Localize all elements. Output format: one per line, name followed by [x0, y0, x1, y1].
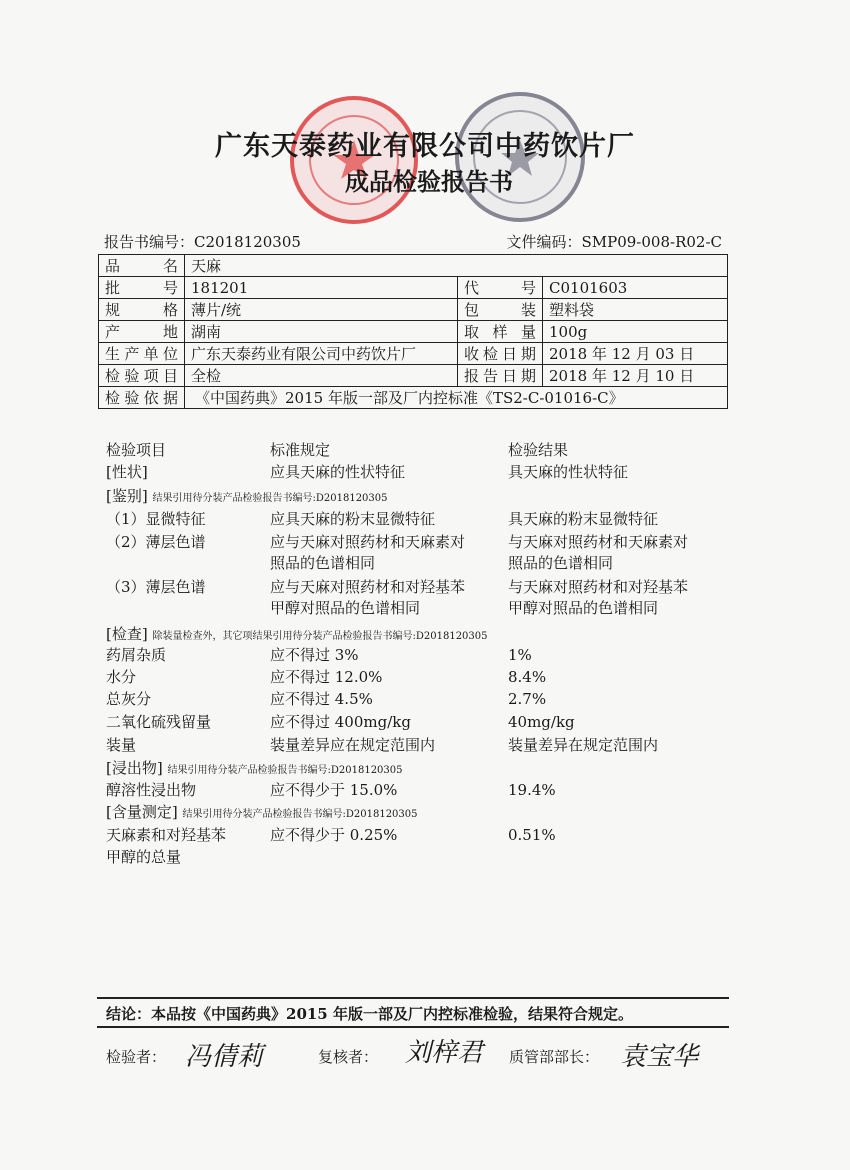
company-title: 广东天泰药业有限公司中药饮片厂 [215, 131, 635, 162]
qa-signature: 袁宝华 [620, 1042, 699, 1072]
identification-header: [鉴别] 结果引用待分装产品检验报告书编号:D2018120305 [106, 487, 388, 505]
report-page: 广东天泰药业有限公司中药饮片厂 成品检验报告书 报告书编号：C2018120305 文件编码：SMP09-008-R02-C 品 名 天麻 批 号 181201 代 号 C0101603 规 格 薄片/统 包 装 塑料袋 产 地 湖南 取 样 量 100g 生产单位 广东天泰药业有限公司中药饮片厂 收检日期 2018 年 12 月 03 日 检验项目 全检 报告日期 2018 年 12 月 10 日 检验依据 《中国药典》2015 年版一部及厂内控标准《TS2-C-01016-C》 检验项目 标准规定 检验结果 [性状] 应具天麻的性状特征 具天麻的性状特征 [鉴别] 结果引用待分装产品检验报告书编号:D2018120305 （1）显微特征 应具天麻的粉末显微特征 具天麻的粉末显微特征 （2）薄层色谱 应与天麻对照药材和天麻素对 照品的色谱相同 与天麻对照药材和天麻素对 照品的色谱相同 （3）薄层色谱 应与天麻对照药材和对羟基苯 甲醇对照品的色谱相同 与天麻对照药材和对羟基苯 甲醇对照品的色谱相同 [检查] 除装量检查外，其它项结果引用待分装产品检验报告书编号:D2018120305 药屑杂质 应不得过 3% 1% 水分 应不得过 12.0% 8.4% 总灰分 应不得过 4.5% 2.7% 二氧化硫残留量 应不得过 400mg/kg 40mg/kg 装量 装量差异应在规定范围内 装量差异在规定范围内 [浸出物] 结果引用待分装产品检验报告书编号:D2018120305 醇溶性浸出物 应不得少于 15.0% 19.4% [含量测定] 结果引用待分装产品检验报告书编号:D2018120305 天麻素和对羟基苯 甲醇的总量 应不得少于 0.25% 0.51% 结论：本品按《中国药典》2015 年版一部及厂内控标准检验，结果符合规定。 检验者： 冯倩莉 复核者： 刘梓君 质管部部长： 袁宝华 [0, 0, 850, 1170]
check-header: [检查] 除装量检查外，其它项结果引用待分装产品检验报告书编号:D2018120305 [106, 625, 488, 643]
table-row: 批 号 181201 代 号 C0101603 [99, 277, 728, 299]
document-title: 成品检验报告书 [345, 167, 513, 196]
reviewer-label: 复核者： [318, 1048, 379, 1066]
table-row: 规 格 薄片/统 包 装 塑料袋 [99, 299, 728, 321]
table-row: 产 地 湖南 取 样 量 100g [99, 321, 728, 343]
column-header-standard: 标准规定 [270, 441, 331, 459]
assay-header: [含量测定] 结果引用待分装产品检验报告书编号:D2018120305 [106, 803, 418, 821]
product-info-table [98, 254, 728, 409]
table-row: 检验依据 《中国药典》2015 年版一部及厂内控标准《TS2-C-01016-C》 [99, 387, 728, 409]
reviewer-signature: 刘梓君 [405, 1038, 484, 1068]
divider-top [97, 997, 729, 999]
conclusion: 结论：本品按《中国药典》2015 年版一部及厂内控标准检验，结果符合规定。 [106, 1005, 633, 1023]
table-row: 检验项目 全检 报告日期 2018 年 12 月 10 日 [99, 365, 728, 387]
divider-bottom [97, 1026, 729, 1028]
inspector-label: 检验者： [106, 1048, 167, 1066]
file-number: 文件编码：SMP09-008-R02-C [506, 233, 722, 251]
inspector-signature: 冯倩莉 [185, 1042, 264, 1072]
traits-label: [性状] [106, 463, 148, 481]
column-header-result: 检验结果 [508, 441, 569, 459]
column-header-item: 检验项目 [106, 441, 167, 459]
table-row: 生产单位 广东天泰药业有限公司中药饮片厂 收检日期 2018 年 12 月 03 日 [99, 343, 728, 365]
qa-label: 质管部部长： [509, 1048, 600, 1066]
report-number: 报告书编号：C2018120305 [104, 233, 301, 251]
table-row: 品 名 天麻 [99, 255, 728, 277]
extract-header: [浸出物] 结果引用待分装产品检验报告书编号:D2018120305 [106, 759, 403, 777]
